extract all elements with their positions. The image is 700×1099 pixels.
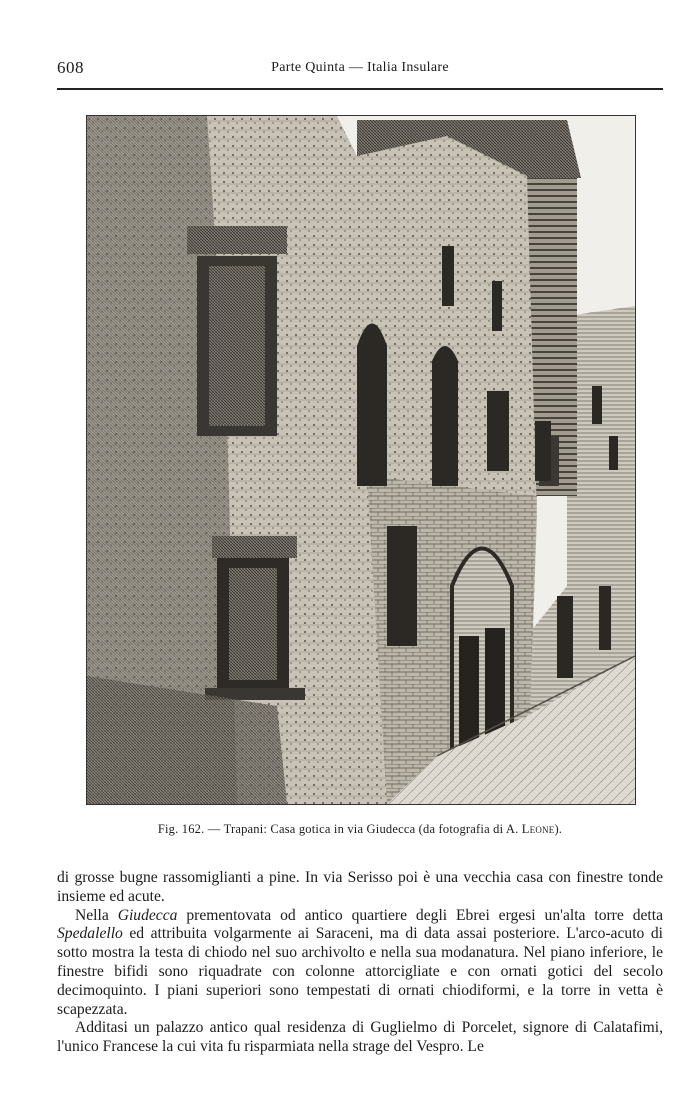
- column-window: [387, 526, 417, 646]
- gothic-window: [357, 324, 387, 487]
- mullioned-window: [487, 391, 509, 471]
- right-door: [557, 596, 573, 678]
- upper-window: [442, 246, 454, 306]
- body-text: [57, 869, 663, 1057]
- upper-window: [492, 281, 502, 331]
- figure-engraving: [86, 115, 636, 805]
- page-header: [57, 58, 663, 82]
- figure-caption: [57, 822, 663, 837]
- window-lintel: [187, 226, 287, 254]
- header-rule: [57, 88, 663, 90]
- lower-window-shutter: [229, 568, 277, 680]
- paragraph-2-middle: prementovata od antico quartiere degli Ebrei ergesi un'alta torre detta: [177, 906, 664, 924]
- door-opening: [459, 636, 479, 746]
- page-number: 608: [57, 58, 84, 77]
- paragraph-2-end: ed attribuita volgarmente ai Saraceni, ma di data assai posteriore. L'arco-acuto di sotto mostra la testa di chiodo nel suo archivolto e nella sua modanatura. Nel piano inferiore, le finestre bifidi sono riquadrate con colonne attorcigliate e con ornati gotici del secolo decimoquinto. I piani superiori sono tempestati di ornati chiodiformi, e la torre in vetta è scapezzata.: [57, 925, 663, 1018]
- right-door: [599, 586, 611, 650]
- right-window: [592, 386, 602, 424]
- term-spedalello: Spedalello: [57, 925, 123, 943]
- paragraph-2-start: Nella: [75, 906, 118, 924]
- running-head: Parte Quinta — Italia Insulare: [271, 60, 449, 75]
- right-window: [609, 436, 618, 470]
- caption-photographer: Leone: [521, 822, 555, 836]
- paragraph-3: Additasi un palazzo antico qual residenza di Guglielmo di Porcelet, signore di Calatafimi, l'unico Francese la cui vita fu risparmiata nella strage del Vespro. Le: [57, 1019, 663, 1056]
- term-giudecca: Giudecca: [117, 906, 178, 924]
- paragraph-1: di grosse bugne rassomiglianti a pine. In via Serisso poi è una vecchia casa con finestre tonde insieme ed acute.: [57, 869, 663, 905]
- gothic-window: [432, 346, 458, 486]
- caption-text: Fig. 162. — Trapani: Casa gotica in via Giudecca (da fotografia di A.: [157, 822, 522, 836]
- lower-window-lintel: [212, 536, 297, 558]
- paragraph-2: [57, 907, 663, 1020]
- window-shutter: [209, 266, 265, 426]
- mullioned-window: [535, 421, 551, 481]
- engraving-illustration: [87, 116, 635, 804]
- caption-suffix: ).: [554, 822, 563, 836]
